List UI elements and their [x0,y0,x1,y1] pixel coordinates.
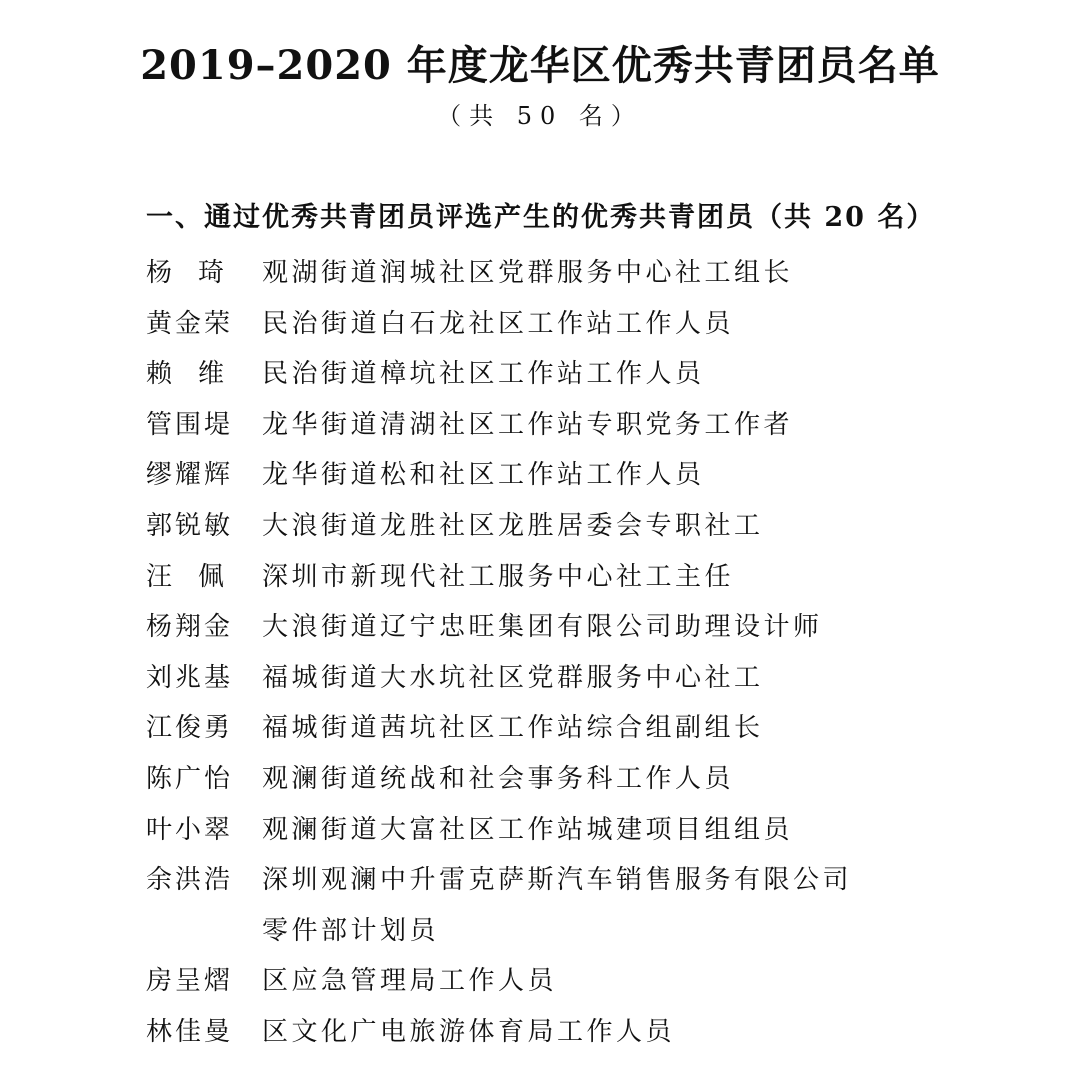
honoree-name: 叶小翠 [146,814,234,845]
honoree-name: 陈广怡 [146,763,234,794]
list-item [146,552,1026,603]
honoree-name: 刘兆基 [146,662,234,693]
honoree-name: 杨翔金 [146,612,234,643]
honoree-position: 民治街道樟坑社区工作站工作人员 [262,359,705,390]
honoree-name: 黄金荣 [146,308,234,339]
honoree-list [146,248,1026,1058]
list-item [146,501,1026,552]
document-subtitle: （共 50 名） [437,102,643,130]
list-item [146,653,1026,704]
honoree-position: 观湖街道润城社区党群服务中心社工组长 [262,258,794,288]
list-item [146,805,1026,856]
honoree-name: 余洪浩 [146,865,234,896]
document-title: 2019–2020 年度龙华区优秀共青团员名单 [140,42,940,89]
honoree-position: 观澜街道统战和社会事务科工作人员 [262,763,735,794]
list-item [146,956,1026,1007]
list-item [146,248,1026,299]
honoree-position: 民治街道白石龙社区工作站工作人员 [262,308,735,339]
section-heading: 一、通过优秀共青团员评选产生的优秀共青团员（共 20 名） [146,202,936,233]
honoree-name: 管围堤 [146,409,234,440]
list-item [146,754,1026,805]
honoree-position: 龙华街道清湖社区工作站专职党务工作者 [262,409,794,440]
list-item [146,1007,1026,1058]
honoree-name: 江俊勇 [146,713,234,744]
honoree-position: 大浪街道辽宁忠旺集团有限公司助理设计师 [262,612,823,643]
honoree-position: 福城街道茜坑社区工作站综合组副组长 [262,713,764,744]
honoree-position: 区应急管理局工作人员 [262,966,558,997]
honoree-name: 缪耀辉 [146,460,234,491]
honoree-position: 龙华街道松和社区工作站工作人员 [262,460,705,491]
honoree-name: 汪佩 [146,561,251,592]
list-item [146,602,1026,653]
honoree-position: 深圳观澜中升雷克萨斯汽车销售服务有限公司零件部计划员 [262,865,853,946]
list-item [146,349,1026,400]
honoree-name: 赖维 [146,359,251,390]
honoree-position: 区文化广电旅游体育局工作人员 [262,1016,676,1047]
honoree-name: 郭锐敏 [146,510,234,541]
honoree-name: 林佳曼 [146,1016,234,1047]
honoree-position: 观澜街道大富社区工作站城建项目组组员 [262,814,794,845]
honoree-position: 福城街道大水坑社区党群服务中心社工 [262,662,764,693]
list-item [146,703,1026,754]
honoree-name: 杨琦 [146,258,251,288]
honoree-name: 房呈熠 [146,966,234,997]
list-item [146,855,1026,956]
list-item [146,450,1026,501]
honoree-position: 深圳市新现代社工服务中心社工主任 [262,561,735,592]
list-item [146,400,1026,451]
honoree-position: 大浪街道龙胜社区龙胜居委会专职社工 [262,510,764,541]
list-item [146,299,1026,350]
